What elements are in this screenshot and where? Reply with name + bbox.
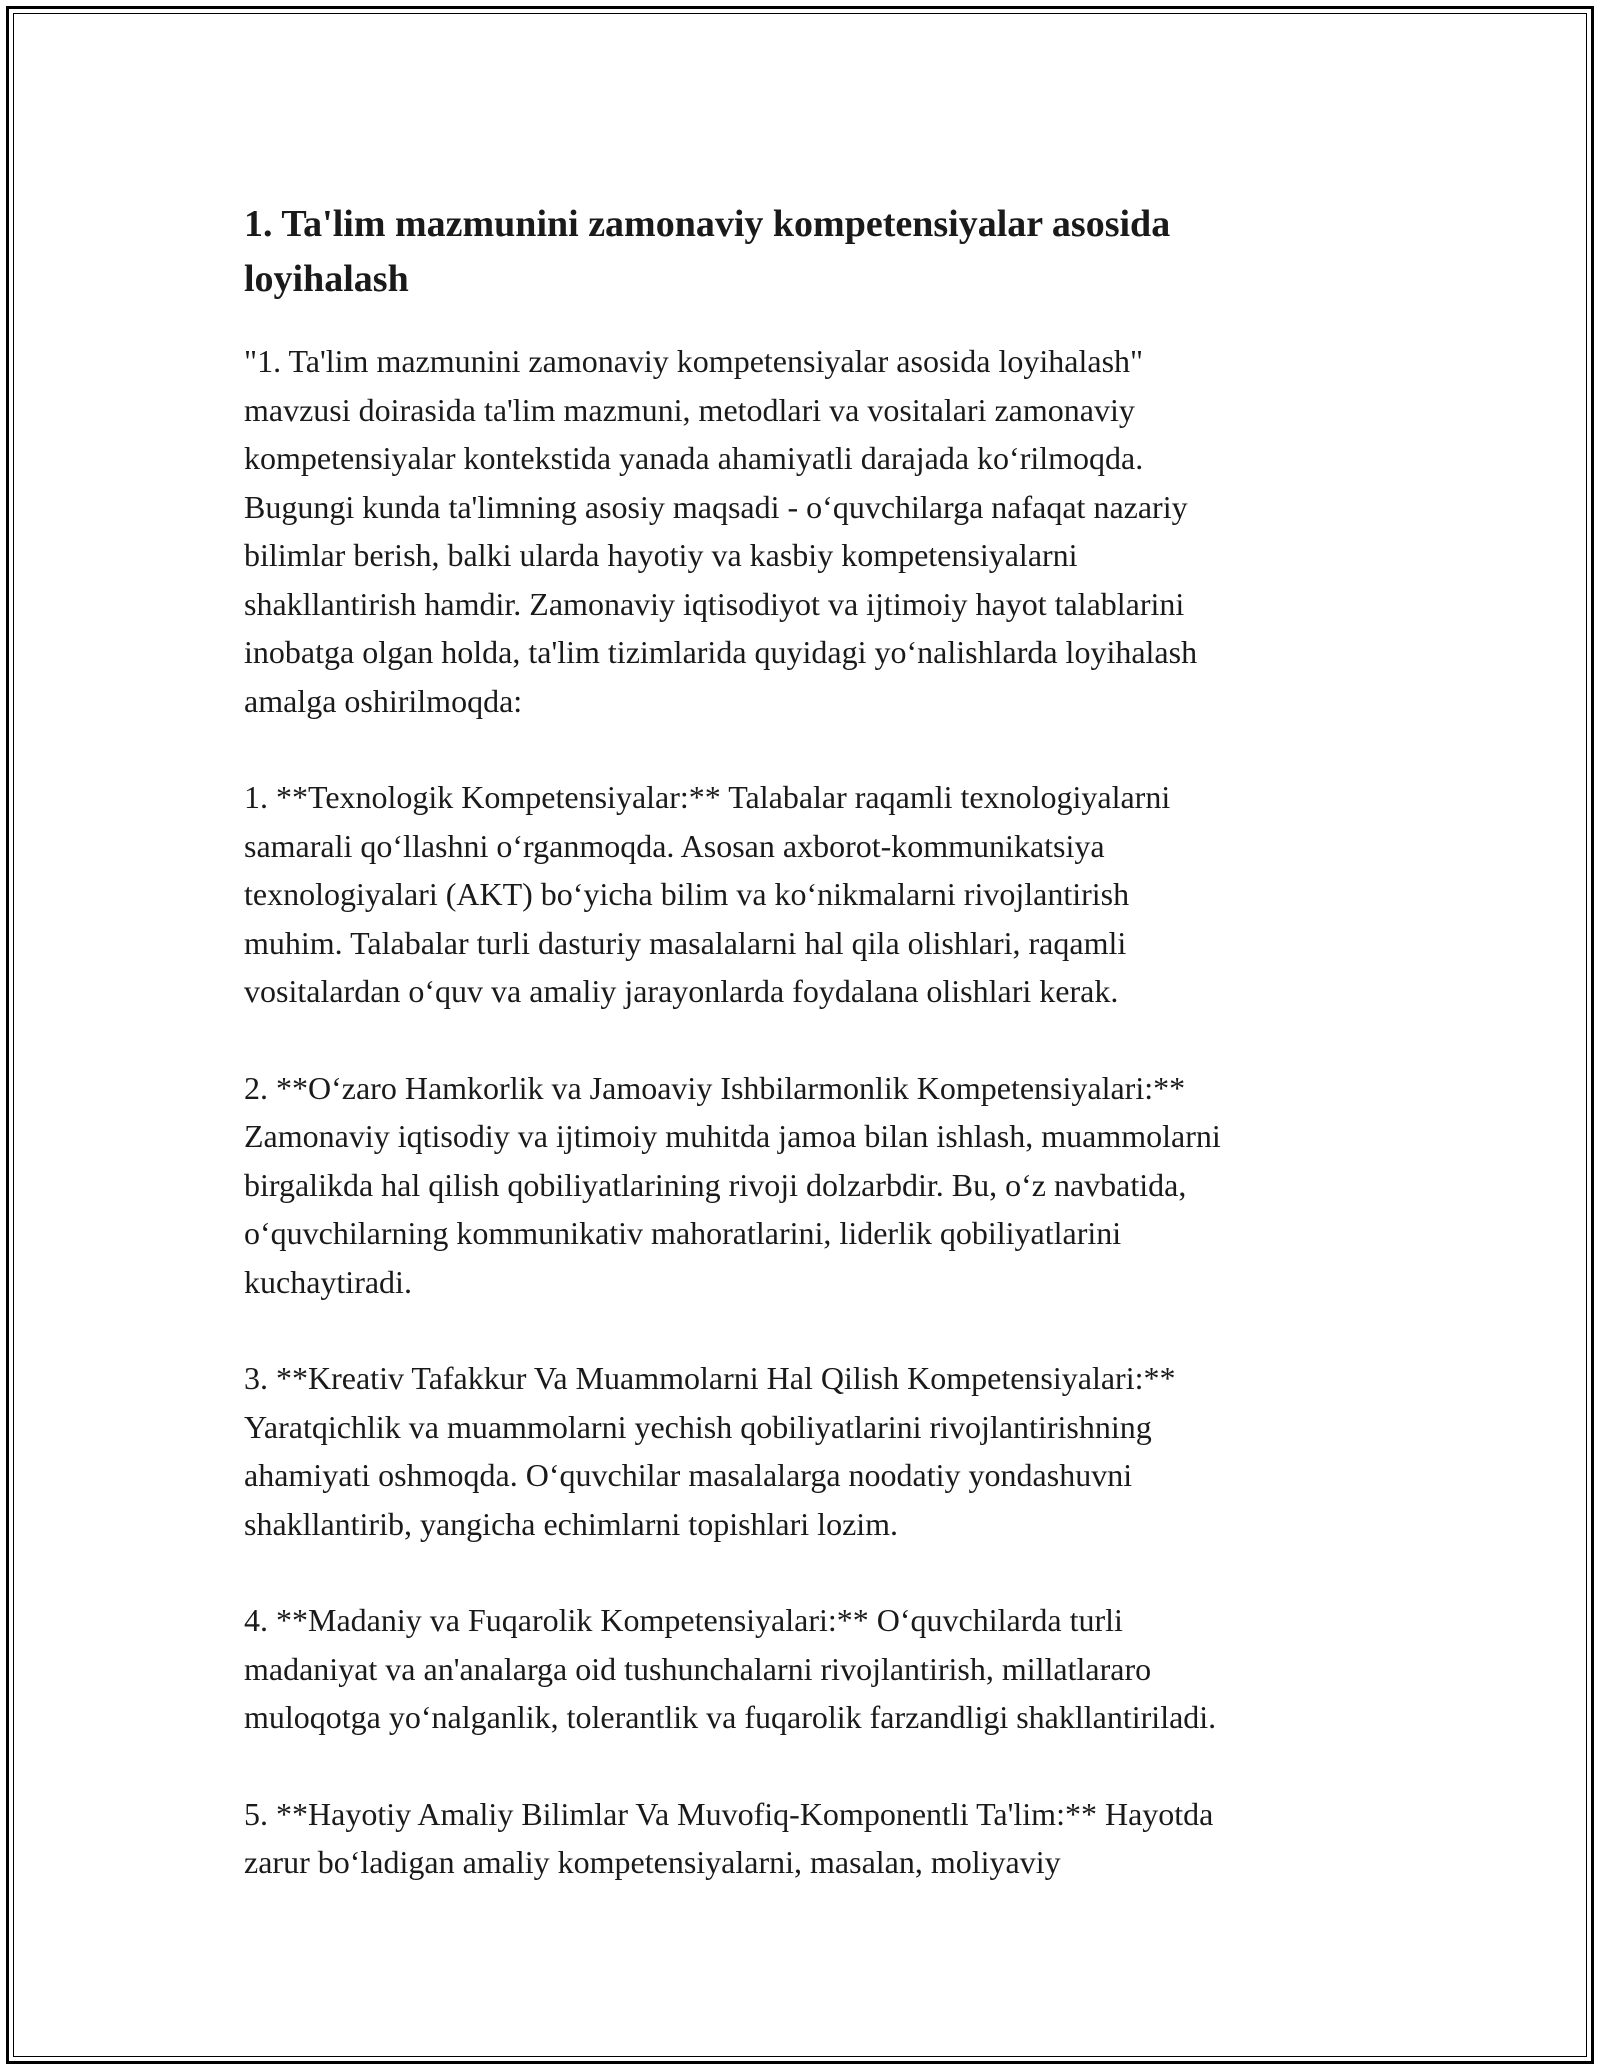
document-title: 1. Ta'lim mazmunini zamonaviy kompetensiyalar asosida loyihalash <box>244 203 1171 300</box>
paragraph-item-1: 1. **Texnologik Kompetensiyalar:** Talabalar raqamli texnologiyalarni samarali qo‘llashni o‘rganmoqda. Asosan axborot-kommunikatsiya texnologiyalari (AKT) bo‘yicha bilim va ko‘nikmalarni rivojlantirish muhim. Talabalar turli dasturiy masalalarni hal qila olishlari, raqamli vositalardan o‘quv va amaliy jarayonlarda foydalana olishlari kerak. <box>244 779 1171 1009</box>
paragraph-item-4: 4. **Madaniy va Fuqarolik Kompetensiyalari:** O‘quvchilarda turli madaniyat va an'analarga oid tushunchalarni rivojlantirish, millatlararo muloqotga yo‘nalganlik, tolerantlik va fuqarolik farzandligi shakllantiriladi. <box>244 1602 1217 1735</box>
paragraph-item-2: 2. **O‘zaro Hamkorlik va Jamoaviy Ishbilarmonlik Kompetensiyalari:** Zamonaviy iqtisodiy va ijtimoiy muhitda jamoa bilan ishlash, muammolarni birgalikda hal qilish qobiliyatlarining rivoji dolzarbdir. Bu, o‘z navbatida, o‘quvchilarning kommunikativ mahoratlarini, liderlik qobiliyatlarini kuchaytiradi. <box>244 1069 1221 1300</box>
document-body <box>244 197 1374 1935</box>
paragraph-item-3: 3. **Kreativ Tafakkur Va Muammolarni Hal Qilish Kompetensiyalari:** Yaratqichlik va muammolarni yechish qobiliyatlarini rivojlantirishning ahamiyati oshmoqda. O‘quvchilar masalalarga noodatiy yondashuvni shakllantirib, yangicha echimlarni topishlari lozim. <box>244 1360 1176 1542</box>
intro-paragraph: "1. Ta'lim mazmunini zamonaviy kompetensiyalar asosida loyihalash" mavzusi doirasida ta'lim mazmuni, metodlari va vositalari zamonaviy kompetensiyalar kontekstida yanada ahamiyatli darajada ko‘rilmoqda. Bugungi kunda ta'limning asosiy maqsadi - o‘quvchilarga nafaqat nazariy bilimlar berish, balki ularda hayotiy va kasbiy kompetensiyalarni shakllantirish hamdir. Zamonaviy iqtisodiyot va ijtimoiy hayot talablarini inobatga olgan holda, ta'lim tizimlarida quyidagi yo‘nalishlarda loyihalash amalga oshirilmoqda: <box>244 343 1198 719</box>
page-frame <box>6 6 1594 2064</box>
paragraph-item-5: 5. **Hayotiy Amaliy Bilimlar Va Muvofiq-Komponentli Ta'lim:** Hayotda zarur bo‘ladigan amaliy kompetensiyalarni, masalan, moliyaviy <box>244 1795 1214 1880</box>
